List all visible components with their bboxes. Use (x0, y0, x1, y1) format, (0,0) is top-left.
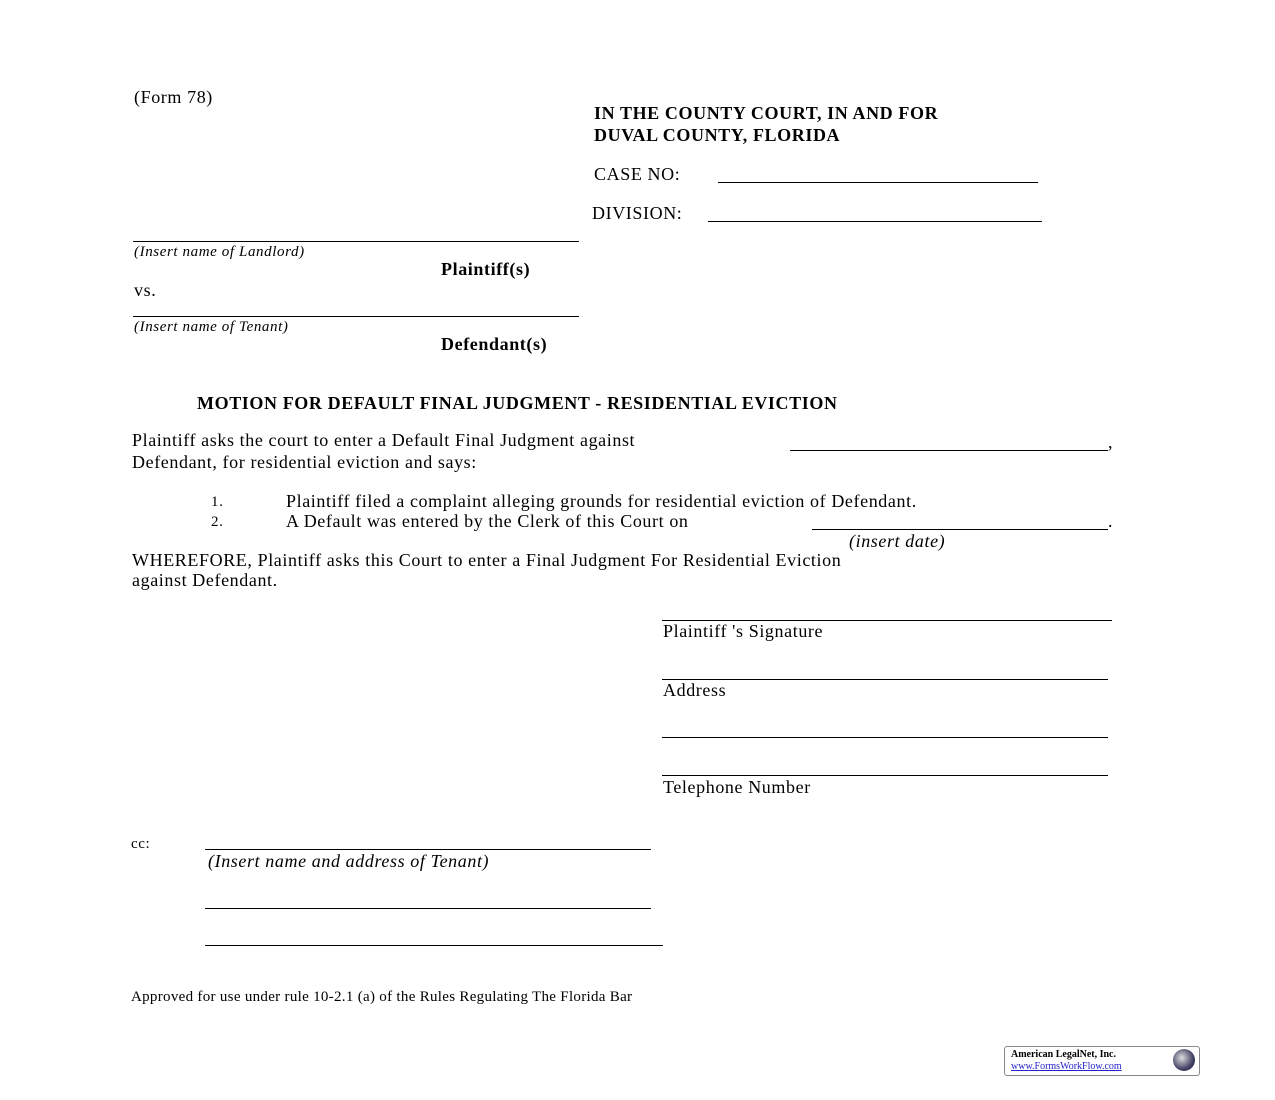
item-text: A Default was entered by the Clerk of this Court on (286, 511, 689, 531)
division-label: DIVISION: (592, 203, 683, 223)
logo-url[interactable]: www.FormsWorkFlow.com (1011, 1061, 1122, 1072)
cc-label: cc: (131, 836, 151, 852)
period: . (1108, 511, 1114, 531)
cc-field-1[interactable] (205, 849, 651, 850)
case-no-field[interactable] (718, 182, 1038, 183)
defendant-name-field[interactable] (790, 450, 1108, 451)
default-date-field[interactable] (812, 529, 1108, 530)
tenant-hint: (Insert name of Tenant) (134, 319, 289, 335)
document-title: MOTION FOR DEFAULT FINAL JUDGMENT - RESIDENTIAL EVICTION (197, 393, 838, 413)
wherefore-line-2: against Defendant. (132, 570, 278, 590)
telephone-label: Telephone Number (663, 777, 811, 797)
cc-field-2[interactable] (205, 908, 651, 909)
globe-icon (1173, 1049, 1195, 1071)
plaintiff-label: Plaintiff(s) (441, 259, 531, 279)
telephone-field[interactable] (662, 775, 1108, 776)
american-legalnet-logo[interactable] (1004, 1046, 1200, 1076)
defendant-label: Defendant(s) (441, 334, 548, 354)
landlord-hint: (Insert name of Landlord) (134, 244, 305, 260)
wherefore-line-1: WHEREFORE, Plaintiff asks this Court to enter a Final Judgment For Residential Eviction (132, 550, 842, 570)
signature-label: Plaintiff 's Signature (663, 621, 824, 641)
intro-line-1: Plaintiff asks the court to enter a Default Final Judgment against (132, 430, 636, 450)
case-no-label: CASE NO: (594, 164, 681, 184)
item-number: 2. (211, 514, 224, 530)
court-line-2: DUVAL COUNTY, FLORIDA (594, 125, 841, 145)
insert-date-hint: (insert date) (849, 531, 946, 551)
intro-line-2: Defendant, for residential eviction and says: (132, 452, 477, 472)
form-number: (Form 78) (134, 87, 213, 107)
cc-hint: (Insert name and address of Tenant) (208, 851, 490, 871)
address-label: Address (663, 680, 727, 700)
address-field-2[interactable] (662, 737, 1108, 738)
footer-approval: Approved for use under rule 10-2.1 (a) of the Rules Regulating The Florida Bar (131, 989, 633, 1005)
court-line-1: IN THE COUNTY COURT, IN AND FOR (594, 103, 939, 123)
address-field[interactable] (662, 679, 1108, 680)
cc-field-3[interactable] (205, 945, 663, 946)
logo-name: American LegalNet, Inc. (1011, 1049, 1116, 1060)
item-number: 1. (211, 494, 224, 510)
comma: , (1108, 432, 1114, 452)
item-text: Plaintiff filed a complaint alleging grounds for residential eviction of Defendant. (286, 491, 917, 511)
vs-label: vs. (134, 280, 157, 300)
division-field[interactable] (708, 221, 1042, 222)
